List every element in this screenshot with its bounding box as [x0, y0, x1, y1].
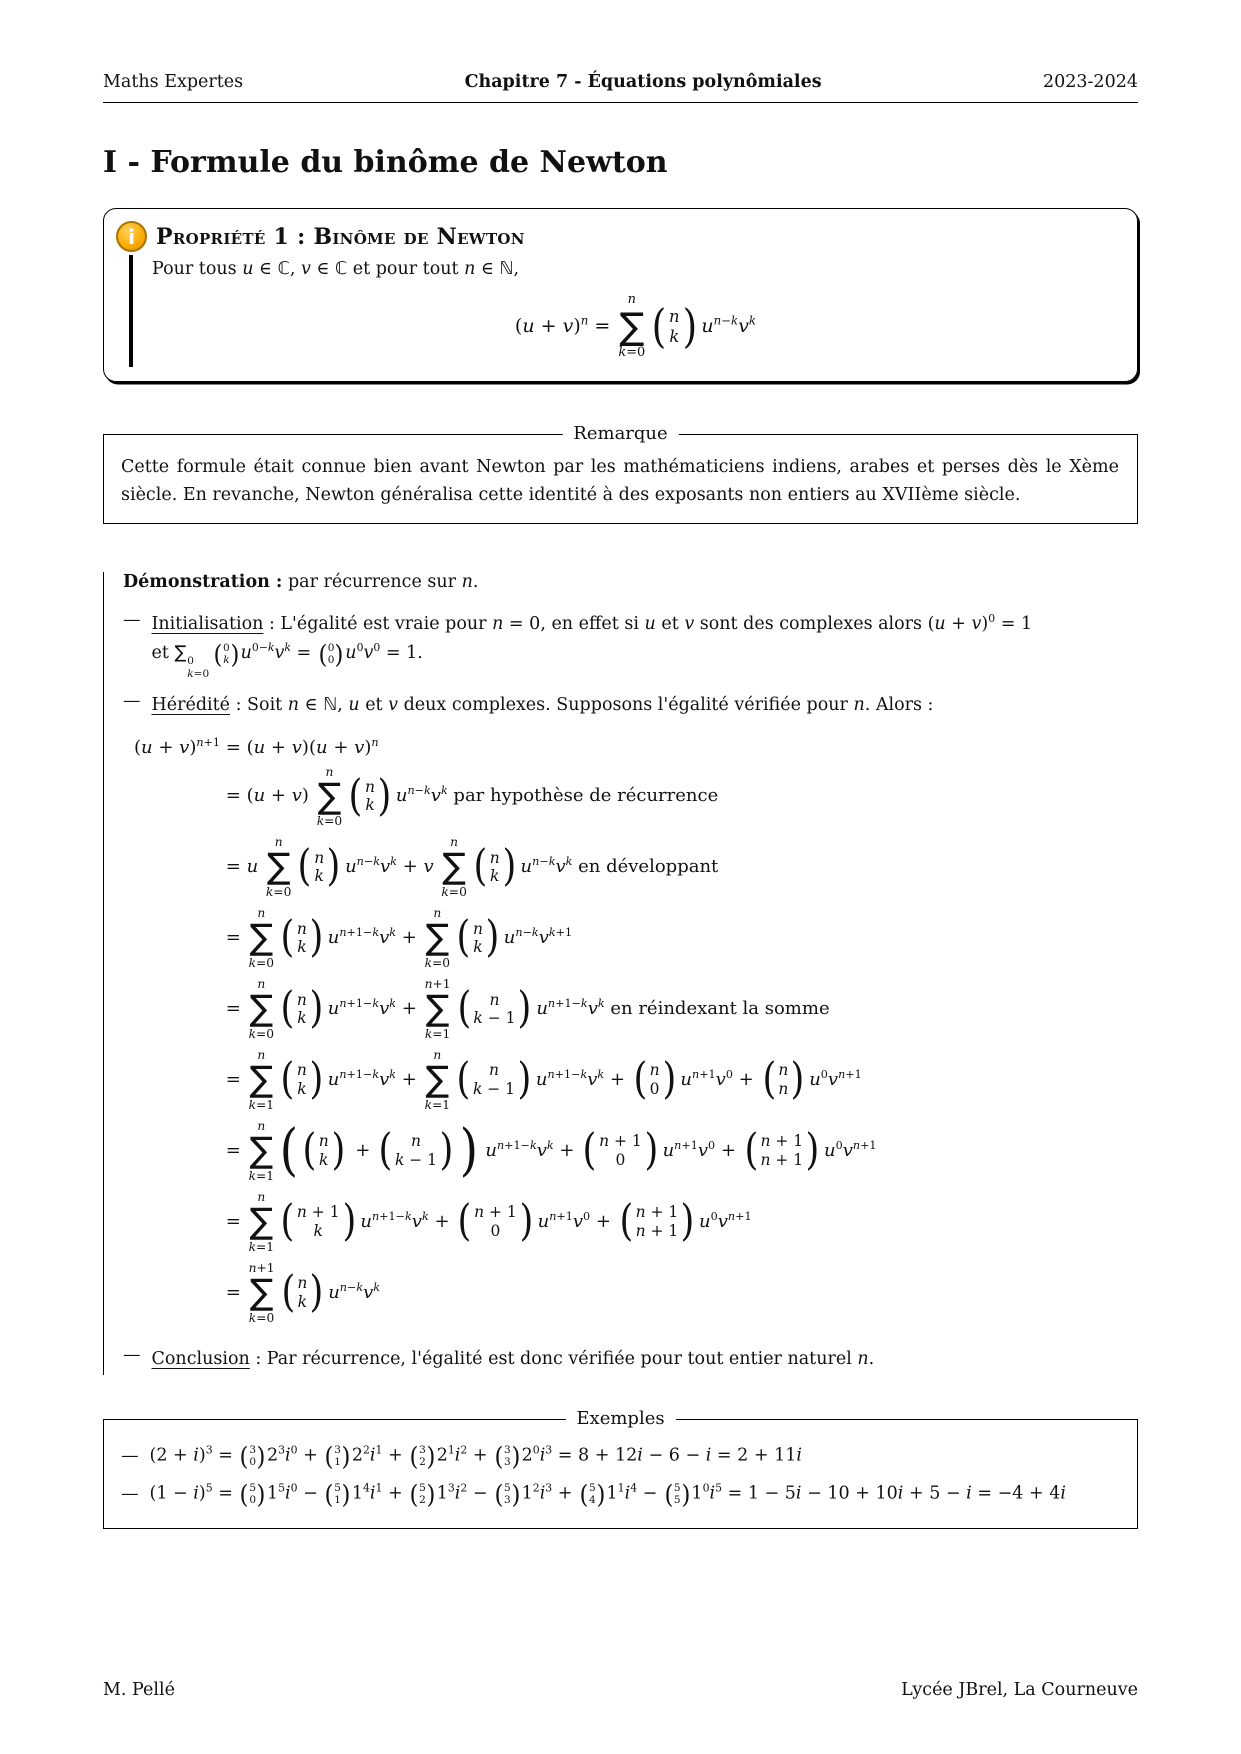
binomial-coefficient: ( n k ) — [302, 1125, 345, 1176]
binomial-coefficient: ( n k ) — [348, 770, 392, 821]
binomial-coefficient: ( 3 0 ) — [239, 1440, 266, 1471]
heredite-text: Hérédité : Soit n ∈ ℕ, u et v deux complexes. Supposons l'égalité vérifiée pour n. Alors : — [151, 694, 934, 715]
propriete-equation: $(u + v)^n$ = n ∑ k=0 ( n k ) $u^{n-k}v^k$ — [514, 292, 757, 360]
propriete-header — [116, 221, 1119, 252]
equation-rhs: = n+1 ∑ k=0 ( n k ) $u^{n-k}v^k$ — [225, 1260, 381, 1325]
header-right: 2023-2024 — [1042, 72, 1138, 92]
sum-operator: n+1 ∑ k=0 — [248, 1260, 275, 1325]
equation-rhs: = u n ∑ k=0 ( n k ) $u^{n-k}v^k + v$ n ∑ k=0 ( n k ) $u^{n-k}v^k$ en développant — [225, 835, 719, 900]
binomial-coefficient: ( n + 1 0 ) — [457, 1196, 534, 1247]
binomial-coefficient: ( 5 2 ) — [409, 1478, 436, 1509]
remarque-box — [103, 422, 1138, 524]
equation-row — [123, 765, 1138, 829]
demonstration-section — [103, 572, 1138, 1375]
equation-row — [123, 1261, 1138, 1325]
equation-rhs: = n ∑ k=1 ( ( n k ) + ( n k − 1 ) ) $u^{n+1-k}v^k$ + ( n + 1 0 ) $u^{n+1}v^0$ + ( n + 1 n + 1 ) $u^0v^{n+1}$ — [225, 1117, 877, 1183]
equation-row — [123, 977, 1138, 1041]
dash-marker: — — [123, 609, 141, 630]
sum-operator: n ∑ k=0 — [316, 764, 343, 829]
initialisation-line-2: et ∑ 0 k=0 ( 0 k ) $u^{0-k}v^k$ = ( 0 0 ) $u^0v^0 = 1$. — [151, 638, 423, 680]
binomial-coefficient: ( n k − 1 ) — [457, 983, 532, 1034]
initialisation-line-1: Initialisation : L'égalité est vraie pour n = 0, en effet si u et v sont des complexes alors $(u + v)^0 = 1$ — [151, 611, 1033, 634]
equation-rhs: = n ∑ k=0 ( n k ) $u^{n+1-k}v^k$ + n+1 ∑ k=1 ( n k − 1 ) $u^{n+1-k}v^k$ en réindexant la somme — [225, 977, 830, 1042]
bullet-conclusion — [123, 1345, 1138, 1375]
bullet-initialisation — [123, 610, 1138, 681]
binomial-coefficient: ( n k ) — [280, 912, 324, 963]
binomial-coefficient: ( 0 k ) — [213, 638, 240, 669]
header-center: Chapitre 7 - Équations polynômiales — [464, 72, 822, 92]
binomial-coefficient: ( 5 3 ) — [494, 1478, 521, 1509]
header-left: Maths Expertes — [103, 72, 244, 92]
demonstration-intro: Démonstration : par récurrence sur n. — [123, 571, 479, 592]
conclusion-text: Conclusion : Par récurrence, l'égalité est donc vérifiée pour tout entier naturel n. — [151, 1348, 875, 1369]
equation-rhs: = (u + v) n ∑ k=0 ( n k ) $u^{n-k}v^k$ par hypothèse de récurrence — [225, 764, 719, 829]
exemples-lines — [121, 1440, 1119, 1509]
footer-school: Lycée JBrel, La Courneuve — [901, 1680, 1138, 1700]
info-icon: i — [116, 221, 147, 252]
dash-marker: — — [121, 1483, 139, 1504]
exemple-line — [121, 1440, 1119, 1471]
sum-operator: n ∑ k=1 — [248, 1048, 275, 1112]
binomial-coefficient: ( 3 2 ) — [409, 1440, 436, 1471]
binomial-coefficient: ( n k ) — [280, 1054, 324, 1105]
equation-rhs: = n ∑ k=1 ( n k ) $u^{n+1-k}v^k$ + n ∑ k=1 ( n k − 1 ) $u^{n+1-k}v^k$ + ( n 0 ) $u^{n+1}v^0$ + ( n n ) $u^0v^{n+1}$ — [225, 1048, 862, 1112]
equation-row — [123, 1048, 1138, 1112]
binomial-coefficient: ( n + 1 n + 1 ) — [619, 1196, 695, 1247]
exemple-line — [121, 1478, 1119, 1509]
binomial-coefficient: ( n + 1 k ) — [280, 1196, 356, 1247]
equation-row — [123, 1190, 1138, 1254]
footer-author: M. Pellé — [103, 1680, 175, 1700]
exemple-math: $(1 - i)^5$ = ( 5 0 ) $1^5i^0$ − ( 5 1 ) $1^4i^1$ + ( 5 2 ) $1^3i^2$ − ( 5 3 ) $1^2i^3$ + ( 5 4 ) $1^1i^4$ − ( 5 5 ) $1^0i^5 = 1 - 5i - 10 + 10i + 5 - i = -4 + 4i$ — [149, 1478, 1066, 1509]
dash-marker: — — [121, 1445, 139, 1466]
sum-operator: n ∑ k=1 — [248, 1119, 275, 1183]
binomial-coefficient: ( n k − 1 ) — [456, 1054, 532, 1105]
sum-operator: n ∑ k=0 — [424, 906, 451, 971]
page-footer — [103, 1680, 1138, 1700]
binomial-coefficient: ( n k ) — [651, 299, 697, 353]
binomial-coefficient: ( 0 0 ) — [318, 638, 344, 669]
equation-block — [123, 737, 1138, 1325]
propriete-intro: Pour tous u ∈ ℂ, v ∈ ℂ et pour tout n ∈ ℕ, — [152, 259, 520, 279]
binomial-coefficient: ( 5 5 ) — [664, 1478, 690, 1509]
equation-row — [123, 737, 1138, 758]
binomial-coefficient: ( n k − 1 ) — [378, 1125, 454, 1176]
remarque-label: Remarque — [562, 423, 678, 444]
sum-operator: n ∑ k=1 — [248, 1189, 275, 1254]
sum-operator: n ∑ k=0 — [618, 292, 646, 360]
propriete-title: Propriété 1 : Binôme de Newton — [156, 223, 525, 250]
binomial-coefficient: ( n k ) — [456, 912, 500, 963]
binomial-coefficient: ( n k ) — [473, 841, 517, 892]
exemples-label: Exemples — [565, 1408, 675, 1429]
dash-marker: — — [123, 1344, 141, 1365]
binomial-coefficient: ( n k ) — [281, 1266, 324, 1317]
exemples-box — [103, 1407, 1138, 1529]
exemple-math: $(2 + i)^3$ = ( 3 0 ) $2^3i^0$ + ( 3 1 ) $2^2i^1$ + ( 3 2 ) $2^1i^2$ + ( 3 3 ) $2^0i^3 = 8 + 12i - 6 - i = 2 + 11i$ — [149, 1440, 802, 1471]
equation-row — [123, 835, 1138, 899]
sum-operator: n ∑ k=1 — [424, 1048, 451, 1112]
binomial-coefficient: ( n 0 ) — [633, 1054, 676, 1105]
binomial-coefficient: ( 3 1 ) — [324, 1440, 351, 1471]
sum-operator: n+1 ∑ k=1 — [424, 977, 451, 1042]
section-title: I - Formule du binôme de Newton — [103, 145, 668, 180]
sum-operator: n ∑ k=0 — [248, 977, 275, 1042]
binomial-coefficient: ( 3 3 ) — [494, 1440, 521, 1471]
binomial-coefficient: ( 5 1 ) — [324, 1478, 351, 1509]
equation-rhs: = n ∑ k=1 ( n + 1 k ) $u^{n+1-k}v^k$ + ( n + 1 0 ) $u^{n+1}v^0$ + ( n + 1 n + 1 ) $u^0v^{n+1}$ — [225, 1189, 752, 1254]
binomial-coefficient: ( n + 1 0 ) — [582, 1125, 659, 1176]
binomial-coefficient: ( n + 1 n + 1 ) — [744, 1125, 820, 1176]
binomial-coefficient: ( n k ) — [297, 841, 341, 892]
page-header — [103, 72, 1138, 103]
binomial-coefficient: ( 5 4 ) — [579, 1478, 606, 1509]
equation-row — [123, 1119, 1138, 1183]
initialisation-text — [152, 610, 1033, 681]
dash-marker: — — [123, 690, 141, 711]
sum-operator: n ∑ k=0 — [248, 906, 275, 971]
remarque-text: Cette formule était connue bien avant Newton par les mathématiciens indiens, arabes et perses dès le Xème siècle. En revanche, Newton généralisa cette identité à des exposants non entiers au XVIIème siècle. — [121, 456, 1119, 505]
binomial-coefficient: ( 5 0 ) — [239, 1478, 266, 1509]
bullet-heredite — [123, 691, 1138, 721]
propriete-body — [129, 255, 1119, 367]
equation-rhs: = n ∑ k=0 ( n k ) $u^{n+1-k}v^k$ + n ∑ k=0 ( n k ) $u^{n-k}v^{k+1}$ — [225, 906, 573, 971]
binomial-coefficient: ( n k ) — [280, 983, 324, 1034]
propriete-box — [103, 208, 1138, 382]
equation-row — [123, 906, 1138, 970]
sum-operator: n ∑ k=0 — [441, 835, 467, 900]
equation-rhs: = $(u + v)(u + v)^n$ — [225, 735, 379, 758]
binomial-coefficient: ( n n ) — [762, 1054, 805, 1105]
sum-operator: n ∑ k=0 — [265, 835, 292, 900]
equation-lhs: $(u + v)^{n+1}$ — [133, 735, 220, 758]
